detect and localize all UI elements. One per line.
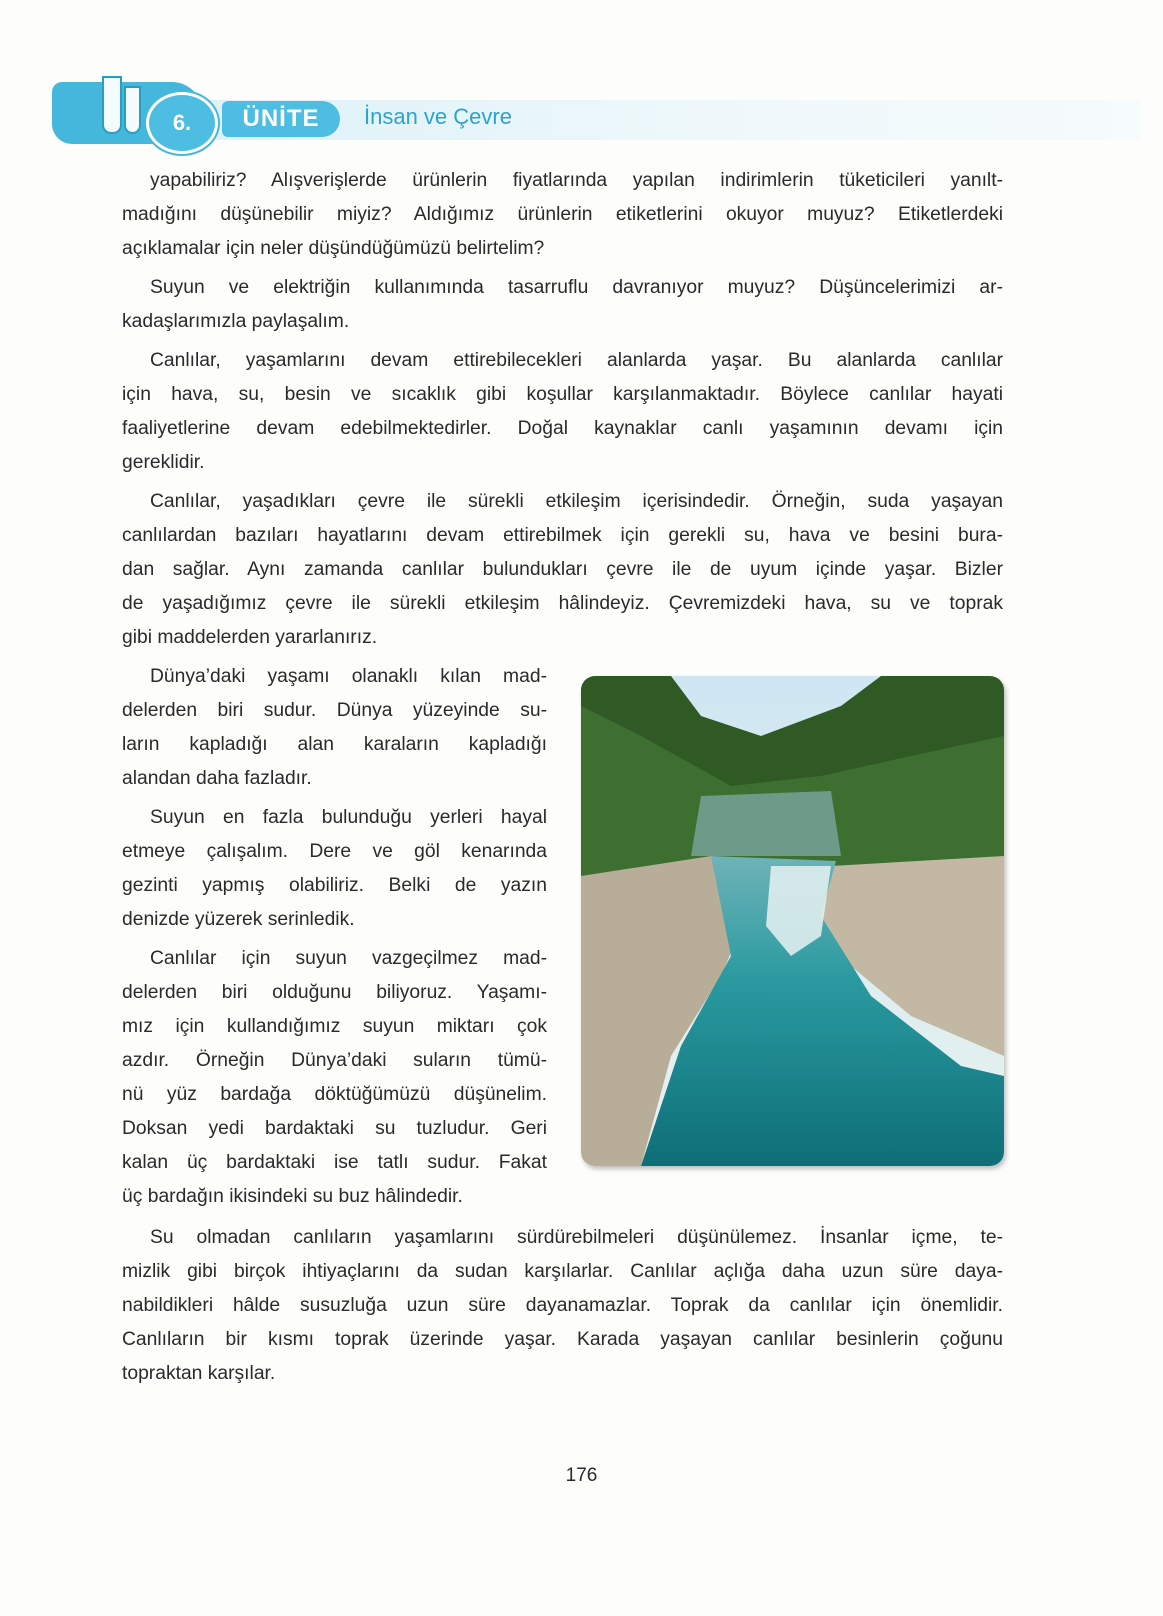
unit-label: ÜNİTE xyxy=(222,101,340,137)
page-number: 176 xyxy=(565,1465,598,1486)
text-line: gezinti yapmış olabiliriz. Belki de yazın xyxy=(122,875,547,896)
text-line: ların kapladığı alan karaların kapladığı xyxy=(122,734,547,755)
text-line: Canlılar için suyun vazgeçilmez mad- xyxy=(150,948,547,969)
text-line: canlılardan bazıları hayatlarını devam ettirebilmek için gerekli su, hava ve besini bura- xyxy=(122,525,1003,546)
text-line: kalan üç bardaktaki ise tatlı sudur. Fakat xyxy=(122,1152,547,1173)
text-line: Suyun en fazla bulunduğu yerleri hayal xyxy=(150,807,547,828)
text-line: delerden biri sudur. Dünya yüzeyinde su- xyxy=(122,700,547,721)
river-photo xyxy=(581,676,1004,1166)
text-line: üç bardağın ikisindeki su buz hâlindedir. xyxy=(122,1186,463,1207)
text-line: nabildikleri hâlde susuzluğa uzun süre dayanamazlar. Toprak da canlılar için önemlidir. xyxy=(122,1295,1003,1316)
text-line: de yaşadığımız çevre ile sürekli etkileşim hâlindeyiz. Çevremizdeki hava, su ve toprak xyxy=(122,593,1003,614)
text-line: Su olmadan canlıların yaşamlarını sürdürebilmeleri düşünülemez. İnsanlar içme, te- xyxy=(150,1227,1003,1248)
paragraph xyxy=(122,271,1003,339)
text-line: gibi maddelerden yararlanırız. xyxy=(122,627,378,648)
text-line: etmeye çalışalım. Dere ve göl kenarında xyxy=(122,841,547,862)
body-text-bottom xyxy=(122,1221,1003,1391)
test-tube-icon xyxy=(124,86,141,134)
paragraph xyxy=(122,164,1003,266)
text-line: alandan daha fazladır. xyxy=(122,768,312,789)
text-line: açıklamalar için neler düşündüğümüzü belirtelim? xyxy=(122,238,545,259)
text-line: mız için kullandığımız suyun miktarı çok xyxy=(122,1016,547,1037)
test-tube-icon xyxy=(102,76,122,134)
text-line: Suyun ve elektriğin kullanımında tasarruflu davranıyor muyuz? Düşüncelerimizi ar- xyxy=(150,277,1003,298)
text-line: mizlik gibi birçok ihtiyaçlarını da sudan karşılarlar. Canlılar açlığa daha uzun süre daya- xyxy=(122,1261,1003,1282)
text-line: topraktan karşılar. xyxy=(122,1363,276,1384)
text-line: azdır. Örneğin Dünya’daki suların tümü- xyxy=(122,1050,547,1071)
text-line: Canlılar, yaşadıkları çevre ile sürekli etkileşim içerisindedir. Örneğin, suda yaşayan xyxy=(150,491,1003,512)
text-line: delerden biri olduğunu biliyoruz. Yaşamı- xyxy=(122,982,547,1003)
text-line: Doksan yedi bardaktaki su tuzludur. Geri xyxy=(122,1118,547,1139)
unit-title: İnsan ve Çevre xyxy=(364,104,512,129)
text-line: kadaşlarımızla paylaşalım. xyxy=(122,311,350,332)
paragraph xyxy=(122,485,1003,655)
unit-number: 6. xyxy=(146,92,218,154)
text-line: yapabiliriz? Alışverişlerde ürünlerin fiyatlarında yapılan indirimlerin tüketicileri yanılt- xyxy=(150,170,1003,191)
paragraph xyxy=(122,344,1003,480)
text-line: madığını düşünebilir miyiz? Aldığımız ürünlerin etiketlerini okuyor muyuz? Etiketlerdeki xyxy=(122,204,1003,225)
text-line: denizde yüzerek serinledik. xyxy=(122,909,355,930)
paragraph xyxy=(122,660,547,796)
paragraph xyxy=(122,801,547,937)
paragraph xyxy=(122,1221,1003,1391)
text-line: dan sağlar. Aynı zamanda canlılar bulundukları çevre ile de uyum içinde yaşar. Bizler xyxy=(122,559,1003,580)
body-text-column xyxy=(122,660,547,1214)
text-line: gereklidir. xyxy=(122,452,205,473)
text-line: Canlılar, yaşamlarını devam ettirebilecekleri alanlarda yaşar. Bu alanlarda canlılar xyxy=(150,350,1003,371)
body-text-top xyxy=(122,164,1003,655)
paragraph xyxy=(122,942,547,1214)
text-line: Dünya’daki yaşamı olanaklı kılan mad- xyxy=(150,666,547,687)
text-line: nü yüz bardağa döktüğümüzü düşünelim. xyxy=(122,1084,547,1105)
text-line: için hava, su, besin ve sıcaklık gibi koşullar karşılanmaktadır. Böylece canlılar hayati xyxy=(122,384,1003,405)
text-line: Canlıların bir kısmı toprak üzerinde yaşar. Karada yaşayan canlılar besinlerin çoğunu xyxy=(122,1329,1003,1350)
text-line: faaliyetlerine devam edebilmektedirler. Doğal kaynaklar canlı yaşamının devamı için xyxy=(122,418,1003,439)
